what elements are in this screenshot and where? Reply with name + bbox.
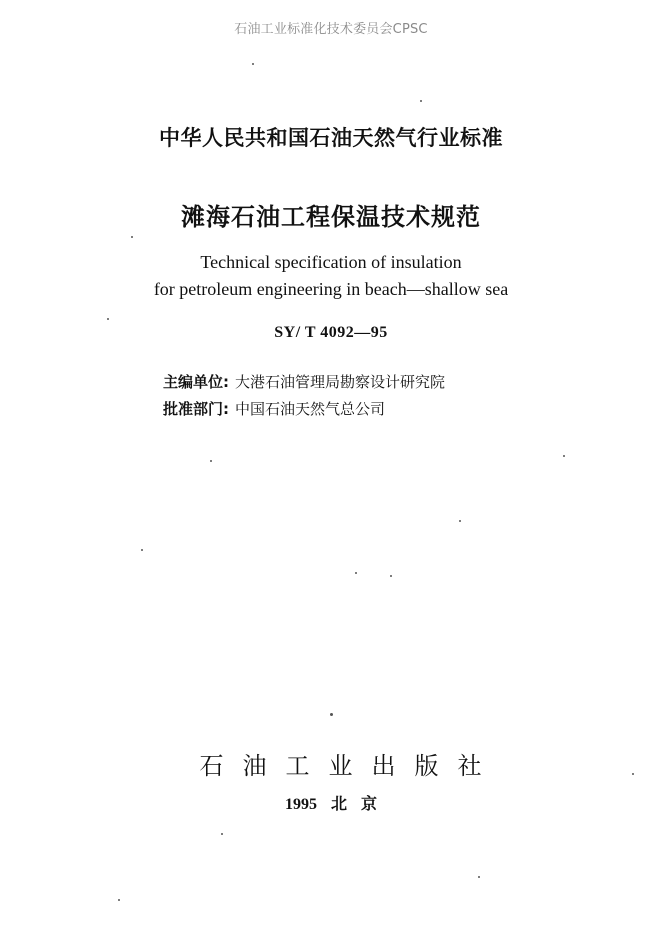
scan-speck xyxy=(459,520,461,522)
scan-speck xyxy=(252,63,254,65)
scan-speck xyxy=(420,100,422,102)
scan-speck xyxy=(632,773,634,775)
approval-department-row xyxy=(163,398,385,419)
standard-code: SY/ T 4092—95 xyxy=(274,324,388,341)
publisher: 石油工业出版社 xyxy=(199,752,501,780)
editor-unit-row xyxy=(163,371,445,392)
document-title-chinese: 滩海石油工程保温技术规范 xyxy=(181,203,481,231)
scan-speck xyxy=(330,713,333,716)
scan-speck xyxy=(141,549,143,551)
publication-year-place: 1995 北 京 xyxy=(284,796,377,813)
editor-unit-value: 大港石油管理局勘察设计研究院 xyxy=(235,373,446,391)
scan-speck xyxy=(210,460,212,462)
scan-speck xyxy=(118,899,120,901)
scan-speck xyxy=(355,572,357,574)
standard-classification: 中华人民共和国石油天然气行业标准 xyxy=(159,126,503,150)
approval-department-value: 中国石油天然气总公司 xyxy=(235,400,386,418)
scan-speck xyxy=(478,876,480,878)
scan-speck xyxy=(563,455,565,457)
editor-unit-label: 主编单位: xyxy=(163,373,229,391)
scan-speck xyxy=(107,318,109,320)
scan-speck xyxy=(221,833,223,835)
scan-speck xyxy=(390,575,392,577)
scan-speck xyxy=(131,236,133,238)
approval-department-label: 批准部门: xyxy=(163,400,229,418)
document-title-english-line-1: Technical specification of insulation xyxy=(200,252,462,272)
watermark: 石油工业标准化技术委员会CPSC xyxy=(234,22,428,37)
document-title-english-line-2: for petroleum engineering in beach—shallow sea xyxy=(153,279,509,299)
